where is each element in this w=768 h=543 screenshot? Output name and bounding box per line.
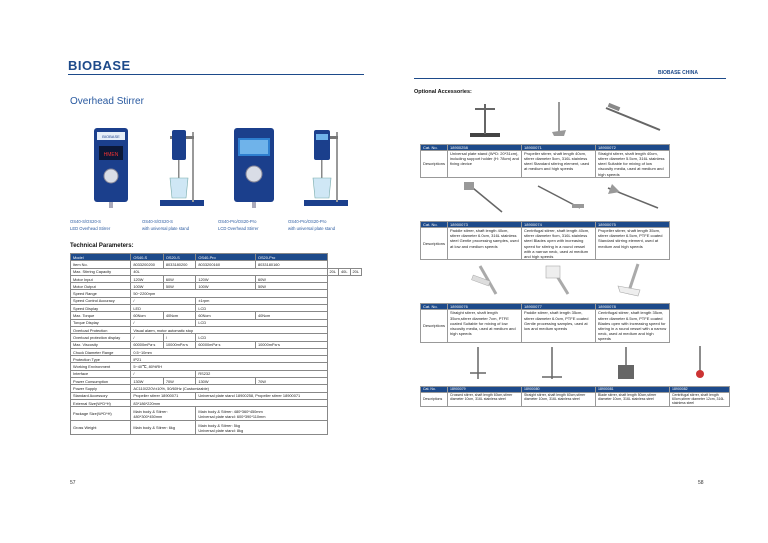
description-cell: Centrifugal stirrer, shaft length 35cm, stirrer diameter 6.5cm, PTFE coated Blades open with increasing speed for stirring in a round vessel with a narrow neck, used at medium and high speeds <box>596 310 670 342</box>
spec-cell: Standard Accessory <box>71 392 131 399</box>
spec-cell: 50~2200rpm <box>131 290 327 297</box>
accessory-image <box>596 100 670 144</box>
spec-cell: Main body & Stirrer: 480*360*450mm Universal plate stand: 600*390*110mm <box>196 407 327 421</box>
accessory-image-row <box>421 342 730 386</box>
spec-row <box>71 407 362 421</box>
spec-cell: 8033200160 <box>196 261 256 268</box>
cat-label: Cat. No. <box>421 221 448 227</box>
accessory-image <box>522 342 596 386</box>
spec-row <box>71 275 362 282</box>
product-caption-3 <box>218 218 290 232</box>
spec-cell: LCD <box>196 319 327 326</box>
spec-cell: 60000mPa·s <box>131 341 164 348</box>
spec-row <box>71 268 362 275</box>
spec-cell: 8033200200 <box>131 261 164 268</box>
product-model: OS40-Pro/OS20-Pro <box>288 219 327 224</box>
spec-row <box>71 356 362 363</box>
spec-cell: Main body & Stirrer: 480*300*450mm <box>131 407 196 421</box>
accessory-image <box>448 260 522 304</box>
spec-row <box>71 341 362 348</box>
spec-cell: OS40-S <box>131 254 164 261</box>
description-row <box>421 392 730 406</box>
description-cell: Propeller stirrer, shaft length 40cm, stirrer diameter 5cm, 316L stainless steel Standard stirring element, used at medium and high speeds <box>522 150 596 177</box>
spec-row <box>71 319 362 326</box>
description-cell: Straight stirrer, shaft length 35cm,stirrer diameter 7cm, PTFE coated Suitable for mixing of low viscosity media, used at medium and high speeds <box>448 310 522 342</box>
cat-label: Cat. No. <box>421 386 448 392</box>
spec-cell: 40L <box>131 268 327 275</box>
spec-cell: Chuck Diameter Range <box>71 348 131 355</box>
accessory-image <box>522 100 596 144</box>
description-row <box>421 227 730 259</box>
description-cell: Universal plate stand (W*D: 20*31cm), including support holder (H: 78cm) and fixing device <box>448 150 522 177</box>
spec-cell: 5~40℃, 80%RH <box>131 363 327 370</box>
spec-cell: 50W <box>163 283 196 290</box>
accessory-image-row <box>421 100 730 144</box>
spec-cell: Max. Stirring Capacity <box>71 268 131 275</box>
cat-number: 18900072 <box>596 144 670 150</box>
descriptions-label: Descriptions <box>421 227 448 259</box>
spec-cell: 10000mPa·s <box>163 341 196 348</box>
spec-row <box>71 297 362 304</box>
spec-table <box>70 253 362 435</box>
spec-cell: Main body & Stirrer: 6kg <box>131 421 196 435</box>
spec-cell: Package Size(W*D*H) <box>71 407 131 421</box>
spec-cell: Working Environment <box>71 363 131 370</box>
cat-number: 18900071 <box>522 144 596 150</box>
description-cell: Blade stirrer, shaft length 50cm,stirrer diameter 10cm, 316L stainless steel <box>596 392 670 406</box>
product-model: OS40-Pro/OS20-Pro <box>218 219 257 224</box>
description-cell: Straight stirrer, shaft length 60cm,stirrer diameter 10cm, 316L stainless steel <box>522 392 596 406</box>
spec-cell: / <box>131 297 196 304</box>
product-desc: LCD Overhead Stirrer <box>218 226 259 231</box>
description-cell: Centrifugal stirrer, shaft length 40cm, stirrer diameter 9cm, 316L stainless steel Blades open with increasing speed for stirring in a round vessel with a narrow neck, used at medium and high speeds <box>522 227 596 259</box>
spec-cell: Torque Display <box>71 319 131 326</box>
description-row <box>421 150 730 177</box>
cat-number: 18900074 <box>522 221 596 227</box>
spec-cell: 8033180160 <box>255 261 327 268</box>
spec-cell: Universal plate stand 18900258, Propeller stirrer 18900071 <box>196 392 327 399</box>
descriptions-label: Descriptions <box>421 150 448 177</box>
spec-row <box>71 421 362 435</box>
spec-cell: Power Supply <box>71 385 131 392</box>
spec-cell: Speed Range <box>71 290 131 297</box>
cat-number: 18900258 <box>448 144 522 150</box>
header-rule-right <box>414 78 726 79</box>
brand-header: BIOBASE CHINA <box>657 70 698 76</box>
description-cell: Propeller stirrer, shaft length 35cm, stirrer diameter 6.5cm, PTFE coated Standard stirring element, used at medium and high speeds <box>596 227 670 259</box>
spec-cell: 40Ncm <box>255 312 327 319</box>
description-cell: Centrifugal stirrer, shaft length 60cm,stirrer diameter 12cm, 316L stainless steel <box>670 392 730 406</box>
spec-cell: Motor Output <box>71 283 131 290</box>
spec-cell: 70W <box>255 378 327 385</box>
optional-accessories-title: Optional Accessories: <box>414 89 472 95</box>
spec-cell: Protection Type <box>71 356 131 363</box>
spec-cell: Main body & Stirrer: 5kg Universal plate stand: 8kg <box>196 421 327 435</box>
spec-cell: Model <box>71 254 131 261</box>
spec-row <box>71 348 362 355</box>
spec-cell: 83*186*220mm <box>131 399 327 406</box>
spec-cell: OS40-Pro <box>196 254 256 261</box>
spec-cell: LED <box>131 305 196 312</box>
spec-cell: 60000mPa·s <box>196 341 256 348</box>
spec-cell: Visual alarm, motor automatic stop <box>131 326 327 333</box>
spec-cell: Speed Display <box>71 305 131 312</box>
spec-cell: 60W <box>255 275 327 282</box>
description-cell: Crossed stirrer, shaft length 60cm,stirrer diameter 10cm, 316L stainless steel <box>448 392 522 406</box>
spec-row <box>71 392 362 399</box>
cat-number: 18900077 <box>522 304 596 310</box>
description-row <box>421 310 730 342</box>
spec-cell: / <box>131 334 164 341</box>
product-caption-2 <box>142 218 214 232</box>
cat-number: 18900082 <box>670 386 730 392</box>
spec-cell: IP21 <box>131 356 327 363</box>
spec-row <box>71 378 362 385</box>
spec-cell: Gross Weight <box>71 421 131 435</box>
product-model: OS40-S/OS20-S <box>142 219 173 224</box>
spec-cell: Overload Protection <box>71 326 131 333</box>
spec-cell: Motor Input <box>71 275 131 282</box>
accessory-image-row <box>421 177 730 221</box>
product-image-1 <box>78 122 144 214</box>
spec-row <box>71 385 362 392</box>
product-desc: with universal plate stand <box>288 226 336 231</box>
spec-row <box>71 290 362 297</box>
spec-cell: 40Ncm <box>163 312 196 319</box>
biobase-logo: BIOBASE <box>68 58 131 73</box>
accessory-image <box>670 342 730 386</box>
accessories-table <box>420 100 730 407</box>
accessory-image <box>596 342 670 386</box>
spec-cell: 20L <box>350 268 362 275</box>
product-model: OS40-S/OS20-S <box>70 219 101 224</box>
product-desc: with universal plate stand <box>142 226 190 231</box>
description-cell: Straight stirrer, shaft length 40cm, stirrer diameter 5.5cm, 316L stainless steel Suitable for mixing of low viscosity media, used at medium and high speeds <box>596 150 670 177</box>
accessory-image <box>596 177 670 221</box>
spec-row <box>71 370 362 377</box>
description-cell: Paddle stirrer, shaft length 35cm, stirrer diameter 6.0cm, PTFE coated Gentle processing samples, used at low and medium speeds <box>522 310 596 342</box>
description-cell: Paddle stirrer, shaft length 40cm, stirrer diameter 6.0cm, 316L stainless steel Gentle processing samples, used at low and medium speeds <box>448 227 522 259</box>
spec-cell: 70W <box>163 378 196 385</box>
spec-cell: / <box>131 319 196 326</box>
cat-number: 18900081 <box>596 386 670 392</box>
spec-cell: 60Ncm <box>196 312 256 319</box>
accessory-image <box>448 100 522 144</box>
spec-cell: Max. Torque <box>71 312 131 319</box>
product-caption-1 <box>70 218 142 232</box>
cat-number: 18900080 <box>522 386 596 392</box>
spec-cell: ±1rpm <box>196 297 327 304</box>
page-number-right: 58 <box>698 480 704 486</box>
accessory-image <box>522 177 596 221</box>
cat-number: 18900073 <box>448 221 522 227</box>
accessory-image <box>448 342 522 386</box>
page-number-left: 57 <box>70 480 76 486</box>
spec-cell: OS20-S <box>163 254 196 261</box>
spec-cell: Overload protection display <box>71 334 131 341</box>
spec-cell: 10000mPa·s <box>255 341 327 348</box>
spec-row <box>71 305 362 312</box>
spec-cell: LCD <box>196 305 327 312</box>
spec-cell: 130W <box>196 378 256 385</box>
section-title: Overhead Stirrer <box>70 96 144 107</box>
descriptions-label: Descriptions <box>421 392 448 406</box>
cat-number: 18900078 <box>596 304 670 310</box>
accessory-image <box>596 260 670 304</box>
cat-label: Cat. No. <box>421 304 448 310</box>
spec-cell: / <box>131 370 196 377</box>
spec-cell: 20L <box>327 268 339 275</box>
spec-row <box>71 399 362 406</box>
spec-cell: 130W <box>131 378 164 385</box>
spec-cell: 100W <box>196 283 256 290</box>
spec-cell: / <box>163 334 196 341</box>
right-page <box>384 0 768 543</box>
technical-parameters-title: Technical Parameters: <box>70 243 134 249</box>
spec-header-row <box>71 254 362 261</box>
product-images <box>70 122 360 217</box>
cat-number: 18900075 <box>596 221 670 227</box>
spec-row <box>71 261 362 268</box>
cat-number: 18900076 <box>448 304 522 310</box>
spec-row <box>71 334 362 341</box>
header-rule <box>68 74 364 75</box>
product-caption-4 <box>288 218 360 232</box>
spec-cell: Propeller stirrer 18900071 <box>131 392 196 399</box>
spec-cell: Power Consumption <box>71 378 131 385</box>
spec-cell: 40L <box>339 268 351 275</box>
spec-cell: Item No. <box>71 261 131 268</box>
spec-row <box>71 326 362 333</box>
screen-display: HMEN <box>103 152 119 158</box>
product-image-4 <box>294 122 360 214</box>
product-image-3 <box>222 122 288 214</box>
spec-row <box>71 312 362 319</box>
spec-cell: 60W <box>163 275 196 282</box>
accessory-image <box>522 260 596 304</box>
product-image-2 <box>150 122 216 214</box>
accessory-image <box>448 177 522 221</box>
spec-cell: Max. Viscosity <box>71 341 131 348</box>
spec-cell: Interface <box>71 370 131 377</box>
screen-brand: BIOBASE <box>102 134 120 139</box>
spec-cell: 50W <box>255 283 327 290</box>
spec-cell: RS232 <box>196 370 327 377</box>
spec-cell: 0.5~10mm <box>131 348 327 355</box>
spec-cell: External Size(W*D*H) <box>71 399 131 406</box>
accessory-image-row <box>421 260 730 304</box>
spec-cell: 60Ncm <box>131 312 164 319</box>
spec-cell: 100W <box>131 283 164 290</box>
descriptions-label: Descriptions <box>421 310 448 342</box>
cat-number: 18900079 <box>448 386 522 392</box>
spec-cell: LCD <box>196 334 327 341</box>
cat-label: Cat. No. <box>421 144 448 150</box>
spec-cell: 8033180200 <box>163 261 196 268</box>
spec-row <box>71 283 362 290</box>
spec-cell: Speed Control Accuracy <box>71 297 131 304</box>
product-desc: LED Overhead Stirrer <box>70 226 111 231</box>
spec-cell: AC110/220V±10%, 50/60Hz (Customizable) <box>131 385 327 392</box>
spec-cell: 120W <box>131 275 164 282</box>
spec-row <box>71 363 362 370</box>
spec-cell: OS20-Pro <box>255 254 327 261</box>
spec-cell: 120W <box>196 275 256 282</box>
